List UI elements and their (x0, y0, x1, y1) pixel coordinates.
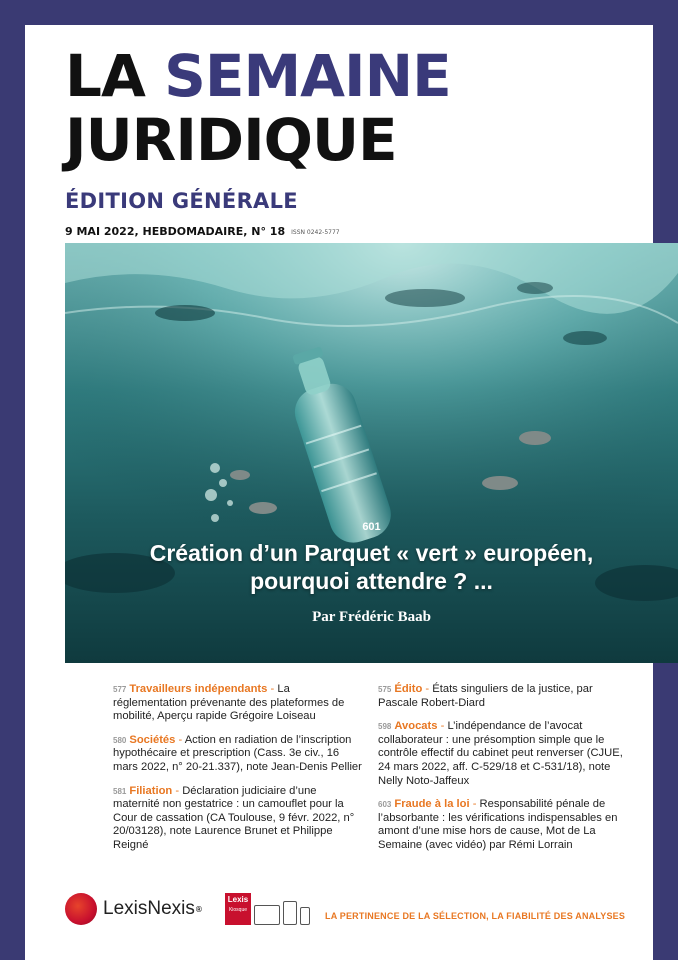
summary-column-right (378, 683, 628, 863)
laptop-icon (254, 905, 280, 925)
summary-item-number: 580 (113, 735, 127, 745)
summary-item-number: 581 (113, 786, 127, 796)
underwater-bottle-illustration (65, 243, 678, 663)
kiosque-book-icon (225, 893, 251, 925)
lexisnexis-globe-icon (65, 893, 97, 925)
summary-item[interactable]: 603 Fraude à la loi - Responsabilité pénale de l’absorbante : les vérifications indispensables en amont d’une mise hors de cause, Mot de La Semaine (avec vidéo) par Rémi Lorrain (378, 798, 618, 851)
lexis-kiosque-badge[interactable] (225, 893, 310, 925)
summary-item-text: La réglementation prévenante des plateformes de mobilité, Aperçu rapide Grégoire Loiseau (113, 683, 345, 723)
summary-column-left (113, 683, 363, 863)
publisher-logo[interactable] (65, 893, 203, 925)
cover-headline (65, 539, 678, 595)
issue-date: 9 MAI 2022, HEBDOMADAIRE, N° 18 (65, 225, 286, 238)
summary-item-title: Fraude à la loi (394, 798, 470, 811)
registered-mark: ® (194, 904, 203, 914)
summary-item[interactable]: 575 Édito - États singuliers de la justice, par Pascale Robert-Diard (378, 683, 593, 709)
cover-image (65, 243, 678, 663)
phone-icon (300, 907, 310, 925)
summary-item-number: 575 (378, 685, 392, 694)
tablet-icon (283, 901, 297, 925)
kiosque-brand: Lexis (227, 895, 249, 904)
summary-item-number: 577 (113, 685, 127, 694)
cover-article-number: 601 (362, 521, 381, 533)
summary-item-number: 598 (378, 722, 392, 732)
summary-item-number: 603 (378, 800, 392, 810)
cover-headline-line2: pourquoi attendre ? ... (250, 568, 493, 594)
summary-item-title: Avocats (394, 720, 438, 733)
summary-item[interactable]: 598 Avocats - L’indépendance de l’avocat collaborateur : une présomption simple que le contrôle effectif du cabinet peut renverser (CJUE, 24 mars 2022, aff. C-529/18 et C-531/18), note Nelly Noto-Jaffeux (378, 720, 623, 787)
cover-author: Par Frédéric Baab (312, 609, 431, 625)
summary-item[interactable]: 581 Filiation - Déclaration judiciaire d’une maternité non gestatrice : un camouflet pour la Cour de cassation (CA Toulouse, 9 févr. 2022, n° 20/03128), note Laurence Brunet et Philippe Reigné (113, 784, 355, 851)
summary-item[interactable]: 577 Travailleurs indépendants - La réglementation prévenante des plateformes de mobilité, Aperçu rapide Grégoire Loiseau (113, 683, 345, 723)
summary-item-text: L’indépendance de l’avocat collaborateur : une présomption simple que le contrôle effectif du cabinet peut renverser (CJUE, 24 mars 2022, aff. C-529/18 et C-531/18), note Nelly Noto-Jaffeux (378, 720, 623, 787)
publisher-name: LexisNexis (103, 898, 195, 919)
edition-label: ÉDITION GÉNÉRALE (65, 189, 298, 213)
cover-headline-line1: Création d’un Parquet « vert » européen, (149, 540, 594, 566)
summary-item-title: Filiation (129, 784, 173, 797)
summary-item-title: Sociétés (129, 733, 176, 746)
summary-item-text: Déclaration judiciaire d’une maternité non gestatrice : un camouflet pour la Cour de cassation (CA Toulouse, 9 févr. 2022, n° 20/03128), note Laurence Brunet et Philippe Reigné (113, 784, 355, 851)
issn: ISSN 0242-5777 (291, 228, 340, 236)
publisher-tagline: LA PERTINENCE DE LA SÉLECTION, LA FIABILITÉ DES ANALYSES (325, 911, 626, 921)
summary-item-text: Action en radiation de l’inscription hypothécaire et prescription (Cass. 3e civ., 16 mars 2022, n° 20-21.337), note Jean-Denis Pellier (113, 733, 362, 773)
issue-dateline (65, 225, 340, 238)
masthead-title-line2: JURIDIQUE (65, 106, 397, 174)
summary-item-title: Édito (394, 683, 423, 695)
summary-item-title: Travailleurs indépendants (129, 683, 268, 695)
kiosque-label: Kiosque (228, 907, 248, 913)
summary-item[interactable]: 580 Sociétés - Action en radiation de l’inscription hypothécaire et prescription (Cass. 3e civ., 16 mars 2022, n° 20-21.337), note Jean-Denis Pellier (113, 733, 362, 773)
summary-item-text: États singuliers de la justice, par Pascale Robert-Diard (378, 683, 593, 709)
summary-item-text: Responsabilité pénale de l’absorbante : les vérifications indispensables en amont d’une mise hors de cause, Mot de La Semaine (avec vidéo) par Rémi Lorrain (378, 798, 618, 851)
masthead-word-la: LA (65, 42, 145, 110)
masthead-word-semaine: SEMAINE (164, 42, 451, 110)
masthead-title-line1 (65, 42, 451, 110)
